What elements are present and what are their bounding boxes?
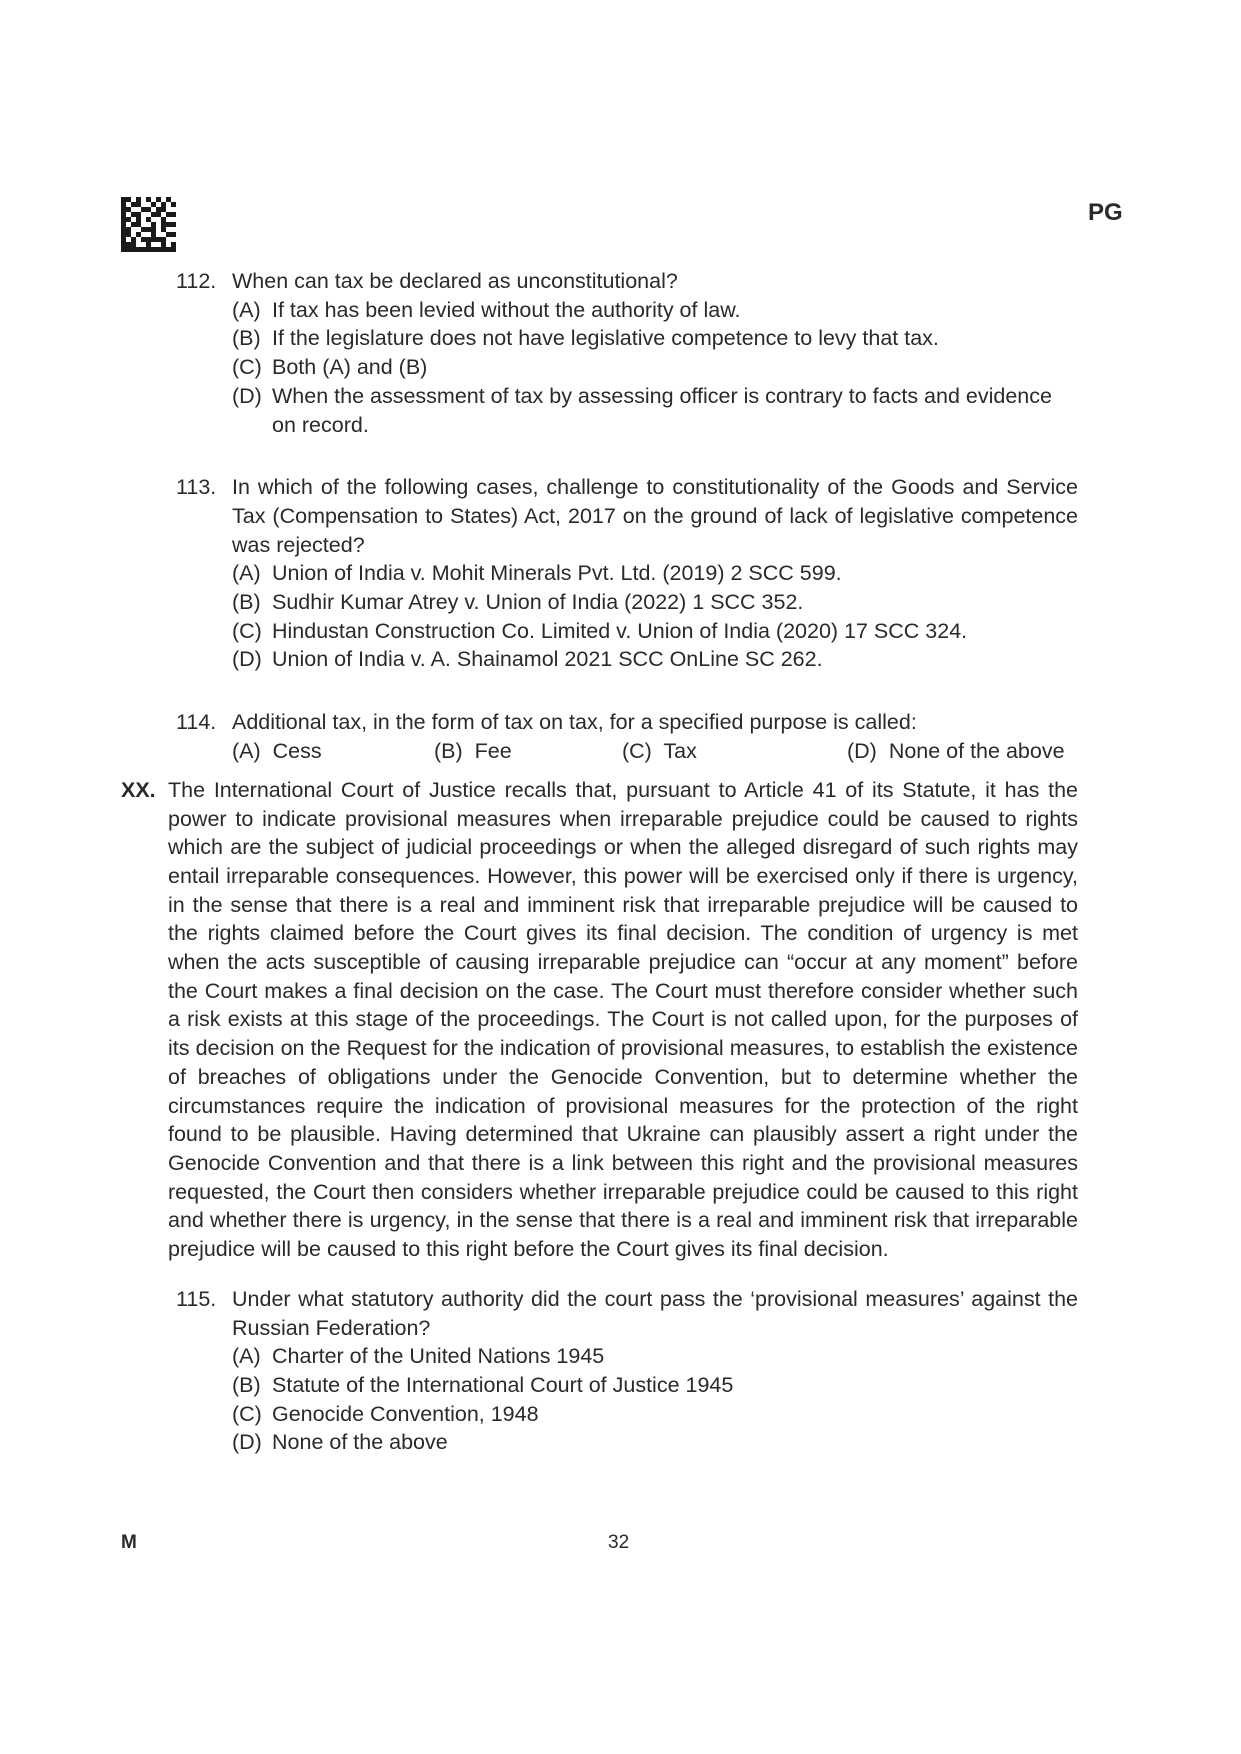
option-a <box>232 1342 1078 1371</box>
option-a <box>232 737 322 766</box>
option-text: None of the above <box>272 1430 448 1455</box>
option-label: (B) <box>232 590 261 615</box>
passage-text: The International Court of Justice recalls that, pursuant to Article 41 of its Statute, it has the power to indicate provisional measures when irreparable prejudice could be caused to rights which are the subject of judicial proceedings or when the alleged disregard of such rights may entail irreparable consequences. However, this power will be exercised only if there is urgency, in the sense that there is a real and imminent risk that irreparable prejudice will be caused to the rights claimed before the Court gives its final decision. The condition of urgency is met when the acts susceptible of causing irreparable prejudice can “occur at any moment” before the Court makes a final decision on the case. The Court must therefore consider whether such a risk exists at this stage of the proceedings. The Court is not called upon, for the purposes of its decision on the Request for the indication of provisional measures, to establish the existence of breaches of obligations under the Genocide Convention, but to determine whether the circumstances require the indication of provisional measures for the protection of the right found to be plausible. Having determined that Ukraine can plausibly assert a right under the Genocide Convention and that there is a link between this right and the provisional measures requested, the Court then considers whether irreparable prejudice could be caused to this right and whether there is urgency, in the sense that there is a real and imminent risk that irreparable prejudice will be caused to this right before the Court gives its final decision. <box>168 777 1078 1262</box>
option-b <box>232 324 1078 353</box>
option-label: (D) <box>232 1430 262 1455</box>
option-d <box>232 382 1078 439</box>
option-label: (C) <box>232 1401 262 1426</box>
option-text: None of the above <box>888 738 1065 763</box>
option-label: (D) <box>232 383 262 408</box>
options-row <box>232 737 1078 766</box>
page-content <box>0 267 1241 1457</box>
option-c <box>622 737 697 766</box>
option-a <box>232 296 1078 325</box>
option-text: Statute of the International Court of Justice 1945 <box>272 1372 734 1397</box>
question-text: Additional tax, in the form of tax on tax, for a specified purpose is called: <box>232 710 917 735</box>
barcode-icon <box>121 197 176 252</box>
option-text: If the legislature does not have legislative competence to levy that tax. <box>272 326 939 351</box>
option-label: (C) <box>232 618 262 643</box>
option-text: Union of India v. Mohit Minerals Pvt. Ltd. (2019) 2 SCC 599. <box>272 561 842 586</box>
question-text: Under what statutory authority did the court pass the ‘provisional measures’ against the Russian Federation? <box>232 1286 1078 1340</box>
option-text: Tax <box>663 738 697 763</box>
option-text: Sudhir Kumar Atrey v. Union of India (2022) 1 SCC 352. <box>272 590 804 615</box>
question-number: 114. <box>176 710 217 735</box>
question-114 <box>0 708 1078 766</box>
option-c <box>232 617 1078 646</box>
page-number: 32 <box>608 1532 630 1553</box>
question-number: 115. <box>176 1286 217 1311</box>
question-115 <box>0 1285 1078 1457</box>
option-d <box>847 737 1065 766</box>
option-label: (A) <box>232 1344 261 1369</box>
option-label: (A) <box>232 738 261 763</box>
option-d <box>232 1428 1078 1457</box>
option-label: (C) <box>622 738 652 763</box>
option-a <box>232 559 1078 588</box>
option-text: Union of India v. A. Shainamol 2021 SCC OnLine SC 262. <box>272 647 823 672</box>
option-d <box>232 645 1078 674</box>
option-text: Fee <box>474 738 512 763</box>
option-label: (A) <box>232 297 261 322</box>
option-label: (C) <box>232 355 262 380</box>
option-label: (A) <box>232 561 261 586</box>
option-label: (B) <box>232 1372 261 1397</box>
option-label: (B) <box>434 738 463 763</box>
option-c <box>232 1400 1078 1429</box>
option-text: If tax has been levied without the authority of law. <box>272 297 741 322</box>
option-b <box>232 588 1078 617</box>
option-text: Genocide Convention, 1948 <box>272 1401 539 1426</box>
option-text: Both (A) and (B) <box>272 355 428 380</box>
option-label: (D) <box>847 738 877 763</box>
footer-series-mark: M <box>121 1532 137 1553</box>
question-113 <box>0 473 1078 674</box>
passage-label: XX. <box>121 777 156 802</box>
paper-code-label: PG <box>1088 199 1123 226</box>
option-text: When the assessment of tax by assessing officer is contrary to facts and evidence on record. <box>272 383 1052 437</box>
option-text: Charter of the United Nations 1945 <box>272 1344 605 1369</box>
option-text: Cess <box>272 738 322 763</box>
option-b <box>232 1371 1078 1400</box>
question-number: 112. <box>176 269 217 293</box>
passage <box>0 776 1078 1264</box>
option-text: Hindustan Construction Co. Limited v. Union of India (2020) 17 SCC 324. <box>272 618 968 643</box>
question-112 <box>0 267 1078 439</box>
option-label: (D) <box>232 647 262 672</box>
option-b <box>434 737 512 766</box>
question-text: When can tax be declared as unconstitutional? <box>232 269 678 293</box>
question-text: In which of the following cases, challenge to constitutionality of the Goods and Service Tax (Compensation to States) Act, 2017 on the ground of lack of legislative competence was rejected? <box>232 475 1078 557</box>
option-c <box>232 353 1078 382</box>
option-label: (B) <box>232 326 261 351</box>
question-number: 113. <box>176 475 217 500</box>
